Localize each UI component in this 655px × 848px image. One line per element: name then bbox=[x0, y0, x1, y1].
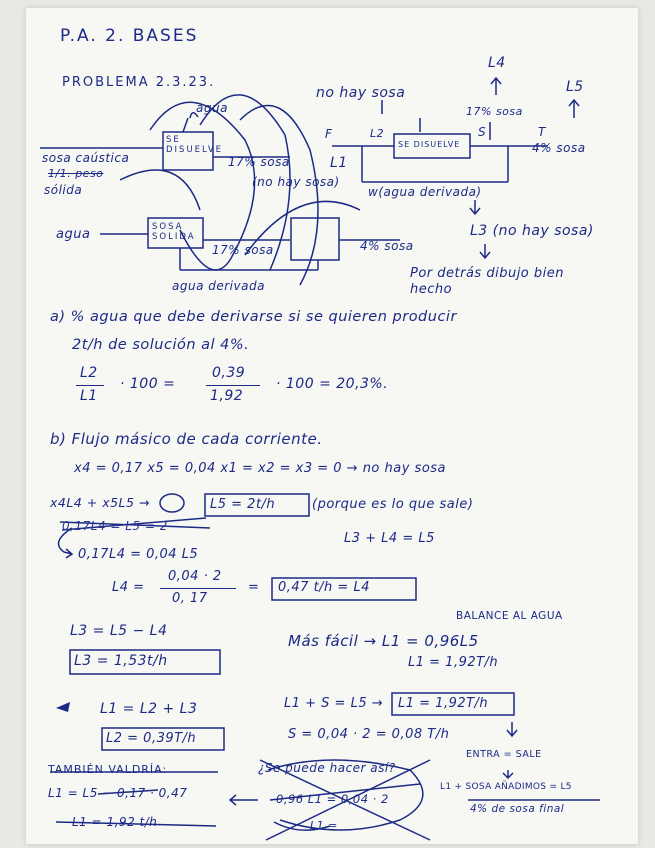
L5-label: L5 bbox=[566, 79, 584, 95]
se-puede-question: ¿Se puede hacer así? bbox=[258, 761, 396, 775]
L3-result: L3 = 1,53t/h bbox=[74, 653, 168, 669]
agua-top-label: agua bbox=[196, 101, 228, 115]
L1-label: L1 bbox=[330, 155, 348, 171]
fraction-den-L1: L1 bbox=[80, 388, 98, 404]
balance-agua-label: BALANCE AL AGUA bbox=[456, 610, 563, 622]
crossed-eq-2: 0,96 L1 = 0,04 · 2 bbox=[276, 792, 389, 806]
T-label: T bbox=[538, 125, 546, 139]
L2-label: L2 bbox=[370, 127, 385, 140]
L1-boxed: L1 = 1,92T/h bbox=[398, 696, 489, 711]
L4-eq-label: L4 = bbox=[112, 580, 145, 595]
L4-result: 0,47 t/h = L4 bbox=[278, 580, 370, 595]
note-dibujo: Por detrás dibujo bien hecho bbox=[410, 266, 564, 298]
pct17-sosa-right: 17% sosa bbox=[466, 105, 523, 118]
part-a-question-1: a) % agua que debe derivarse si se quieren producir bbox=[50, 309, 457, 325]
L5-boxed: L5 = 2t/h bbox=[210, 497, 276, 512]
sosa-caustica-label: sosa caústica bbox=[42, 151, 130, 165]
L4-label: L4 bbox=[488, 55, 506, 71]
no-hay-sosa-label: (no hay sosa) bbox=[252, 175, 340, 189]
se-disuelve-right: SE DISUELVE bbox=[398, 140, 461, 149]
L4-numerator: 0,04 · 2 bbox=[168, 569, 222, 584]
result-percentage: · 100 = 20,3%. bbox=[276, 376, 389, 392]
eq1: 0,17L4 = 0,04 L5 bbox=[78, 547, 199, 562]
L2-boxed: L2 = 0,39T/h bbox=[106, 731, 197, 746]
L3-eq: L3 = L5 − L4 bbox=[70, 623, 168, 639]
pct4-sosa-right: 4% sosa bbox=[532, 141, 586, 155]
sum-eq: L3 + L4 = L5 bbox=[344, 531, 435, 546]
F-label: F bbox=[325, 127, 333, 141]
mas-facil-eq: Más fácil → L1 = 0,96L5 bbox=[288, 632, 479, 650]
fraction-num-039: 0,39 bbox=[212, 365, 246, 381]
L4-denominator: 0, 17 bbox=[172, 591, 208, 606]
peso-label: 1/1. peso bbox=[48, 167, 104, 180]
S-label: S bbox=[478, 125, 487, 139]
no-hay-sosa-top: no hay sosa bbox=[316, 85, 406, 101]
solida-label: sólida bbox=[44, 183, 83, 197]
se-disuelve-box-label: SE DISUELVE bbox=[166, 135, 224, 156]
agua-derivada-label: agua derivada bbox=[172, 279, 265, 293]
pct4-sosa-label: 4% sosa bbox=[360, 239, 414, 253]
S-eq: S = 0,04 · 2 = 0,08 T/h bbox=[288, 727, 450, 742]
L1-S-eq: L1 + S = L5 → bbox=[284, 696, 384, 711]
L1-sum-eq: L1 = L2 + L3 bbox=[100, 701, 198, 717]
part-a-question-2: 2t/h de solución al 4%. bbox=[72, 337, 250, 353]
porque-note: (porque es lo que sale) bbox=[312, 497, 474, 512]
pct17-sosa-label-2: 17% sosa bbox=[212, 243, 274, 257]
balance-eq: x4L4 + x5L5 → bbox=[50, 495, 150, 510]
entra-eq: L1 + SOSA AÑADIMOS = L5 bbox=[440, 782, 572, 792]
part-b-title: b) Flujo másico de cada corriente. bbox=[50, 430, 323, 448]
L4-fraction-bar bbox=[160, 588, 236, 589]
tambien-label: TAMBIÉN VALDRÍA: bbox=[48, 763, 168, 776]
fraction-num-L2: L2 bbox=[80, 365, 98, 381]
sosa-solida-box-label: SOSA SOLIDA bbox=[152, 222, 196, 243]
pct17-sosa-label-1: 17% sosa bbox=[228, 155, 290, 169]
L1-result-top: L1 = 1,92T/h bbox=[408, 655, 499, 670]
agua-in-label: agua bbox=[56, 227, 91, 242]
mass-fractions: x4 = 0,17 x5 = 0,04 x1 = x2 = x3 = 0 → no hay sosa bbox=[74, 461, 447, 476]
tambien-eq2: L1 = 1,92 t/h bbox=[72, 815, 158, 829]
tambien-eq1: L1 = L5 − 0,17 · 0,47 bbox=[48, 786, 188, 800]
times-100-1: · 100 = bbox=[120, 376, 176, 392]
problem-number: PROBLEMA 2.3.23. bbox=[62, 75, 216, 90]
final-concentration: 4% de sosa final bbox=[470, 803, 565, 815]
page-title: P.A. 2. BASES bbox=[60, 26, 199, 46]
crossed-L1: L1 = bbox=[310, 819, 338, 832]
entra-sale: ENTRA = SALE bbox=[466, 749, 542, 760]
equals-sign: = bbox=[248, 580, 260, 595]
L3-label: L3 (no hay sosa) bbox=[470, 223, 594, 239]
crossed-eq: 0,17L4 = L5 = 2 bbox=[62, 519, 168, 533]
w-agua-derivada: w(agua derivada) bbox=[368, 185, 482, 199]
fraction-den-192: 1,92 bbox=[210, 388, 244, 404]
